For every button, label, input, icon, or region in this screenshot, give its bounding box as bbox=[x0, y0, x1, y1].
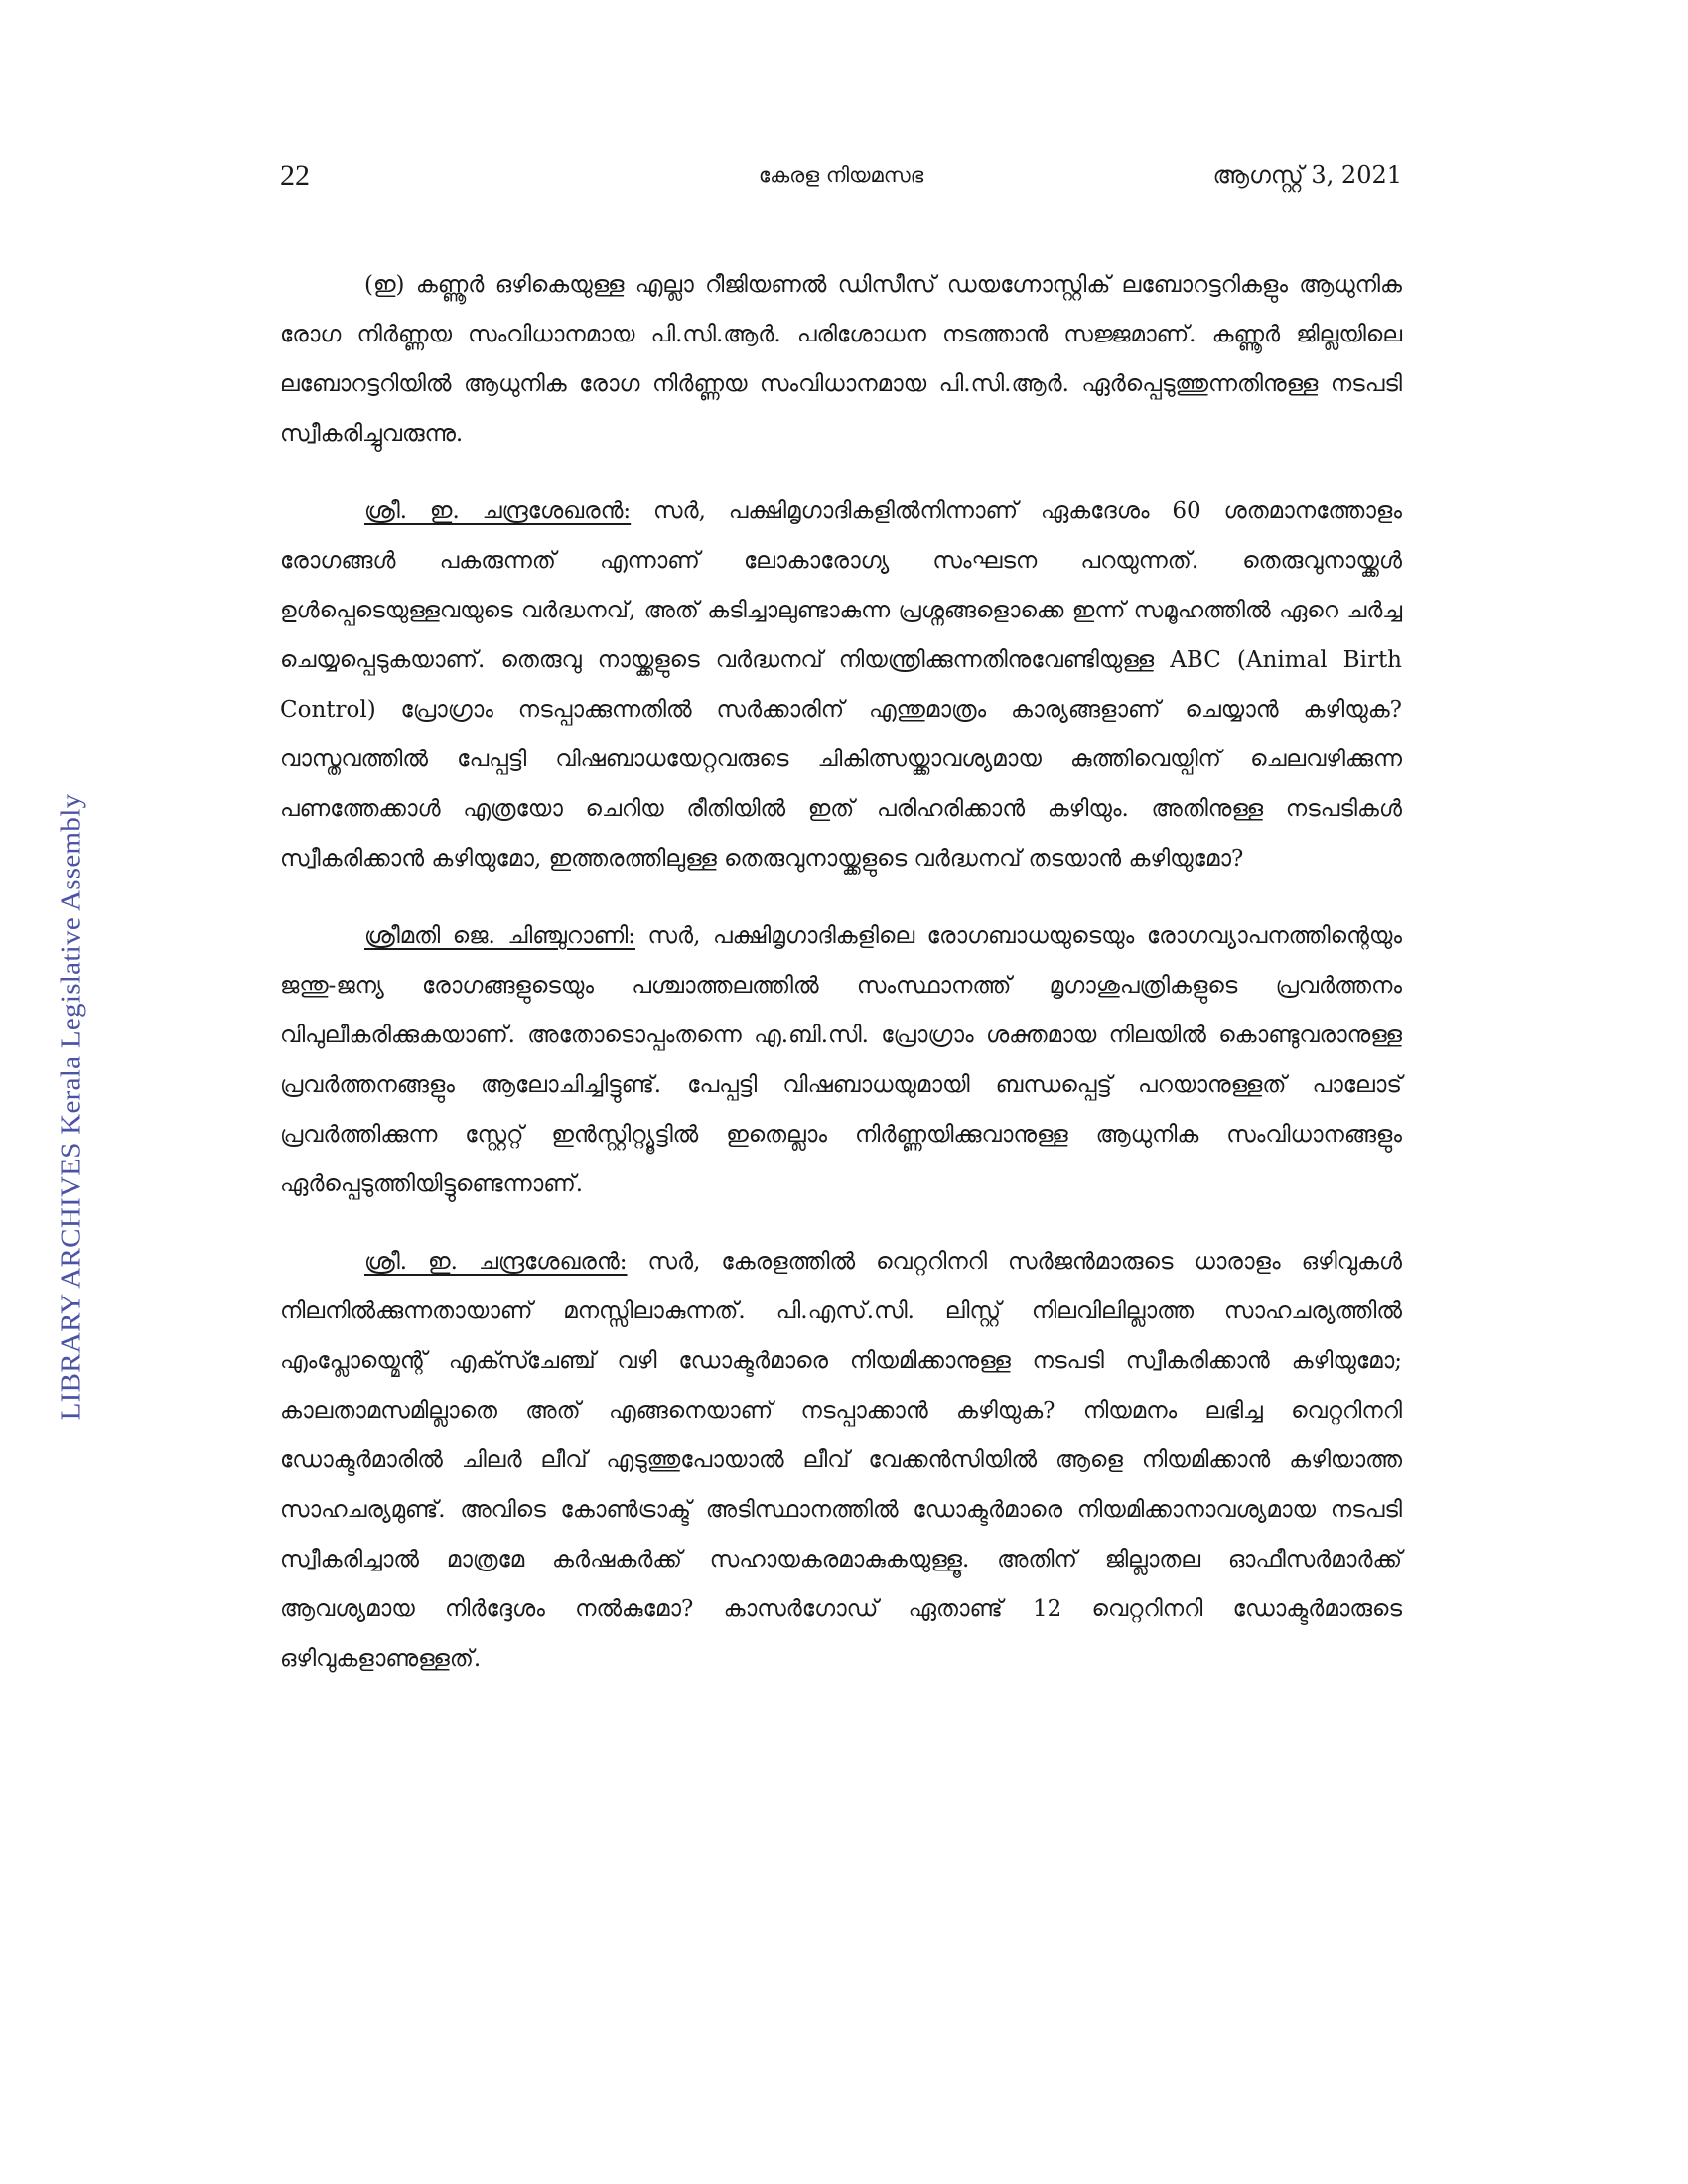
page-number: 22 bbox=[280, 159, 310, 192]
library-archives-watermark: LIBRARY ARCHIVES Kerala Legislative Assembly bbox=[55, 793, 87, 1421]
question-paragraph bbox=[280, 486, 1402, 884]
reply-paragraph bbox=[280, 260, 1402, 459]
assembly-name: കേരള നിയമസഭ bbox=[758, 163, 924, 187]
paragraph-text: സർ, പക്ഷിമൃഗാദികളിൽനിന്നാണ് ഏകദേശം 60 ശതമാനത്തോളം രോഗങ്ങൾ പകരുന്നത് എന്നാണ് ലോകാരോഗ്യ സംഘടന പറയുന്നത്. തെരുവുനായ്ക്കൾ ഉൾപ്പെടെയുള്ളവയുടെ വർദ്ധനവ്, അത് കടിച്ചാലുണ്ടാകുന്ന പ്രശ്നങ്ങളൊക്കെ ഇന്ന് സമൂഹത്തിൽ ഏറെ ചർച്ച ചെയ്യപ്പെടുകയാണ്. തെരുവു നായ്ക്കളുടെ വർദ്ധനവ് നിയന്ത്രിക്കുന്നതിനുവേണ്ടിയുള്ള ABC (Animal Birth Control) പ്രോഗ്രാം നടപ്പാക്കുന്നതിൽ സർക്കാരിന് എന്തുമാത്രം കാര്യങ്ങളാണ് ചെയ്യാൻ കഴിയുക? വാസ്തവത്തിൽ പേപ്പട്ടി വിഷബാധയേറ്റവരുടെ ചികിത്സയ്ക്കാവശ്യമായ കുത്തിവെയ്പിന് ചെലവഴിക്കുന്ന പണത്തേക്കാൾ എത്രയോ ചെറിയ രീതിയിൽ ഇത് പരിഹരിക്കാൻ കഴിയും. അതിനുള്ള നടപടികൾ സ്വീകരിക്കാൻ കഴിയുമോ, ഇത്തരത്തിലുള്ള തെരുവുനായ്ക്കളുടെ വർദ്ധനവ് തടയാൻ കഴിയുമോ? bbox=[280, 498, 1402, 872]
page-date: ആഗസ്റ്റ് 3, 2021 bbox=[1212, 161, 1402, 189]
speaker-name: ശ്രീ. ഇ. ചന്ദ്രശേഖരൻ: bbox=[364, 498, 632, 524]
paragraph-text: സർ, കേരളത്തിൽ വെറ്ററിനറി സർജൻമാരുടെ ധാരാളം ഒഴിവുകൾ നിലനിൽക്കുന്നതായാണ് മനസ്സിലാകുന്നത്. പി.എസ്.സി. ലിസ്റ്റ് നിലവിലില്ലാത്ത സാഹചര്യത്തിൽ എംപ്ലോയ്മെന്റ് എക്സ്ചേഞ്ച് വഴി ഡോക്ടർമാരെ നിയമിക്കാനുള്ള നടപടി സ്വീകരിക്കാൻ കഴിയുമോ; കാലതാമസമില്ലാതെ അത് എങ്ങനെയാണ് നടപ്പാക്കാൻ കഴിയുക? നിയമനം ലഭിച്ച വെറ്ററിനറി ഡോക്ടർമാരിൽ ചിലർ ലീവ് എടുത്തുപോയാൽ ലീവ് വേക്കൻസിയിൽ ആളെ നിയമിക്കാൻ കഴിയാത്ത സാഹചര്യമുണ്ട്. അവിടെ കോൺട്രാക്ട് അടിസ്ഥാനത്തിൽ ഡോക്ടർമാരെ നിയമിക്കാനാവശ്യമായ നടപടി സ്വീകരിച്ചാൽ മാത്രമേ കർഷകർക്ക് സഹായകരമാകുകയുള്ളൂ. അതിന് ജില്ലാതല ഓഫീസർമാർക്ക് ആവശ്യമായ നിർദ്ദേശം നൽകുമോ? കാസർഗോഡ് ഏതാണ്ട് 12 വെറ്ററിനറി ഡോക്ടർമാരുടെ ഒഴിവുകളാണുള്ളത്. bbox=[280, 1249, 1402, 1672]
paragraph-text: സർ, പക്ഷിമൃഗാദികളിലെ രോഗബാധയുടെയും രോഗവ്യാപനത്തിന്റെയും ജന്തു-ജന്യ രോഗങ്ങളുടെയും പശ്ചാത്തലത്തിൽ സംസ്ഥാനത്ത് മൃഗാശുപത്രികളുടെ പ്രവർത്തനം വിപുലീകരിക്കുകയാണ്. അതോടൊപ്പംതന്നെ എ.ബി.സി. പ്രോഗ്രാം ശക്തമായ നിലയിൽ കൊണ്ടുവരാനുള്ള പ്രവർത്തനങ്ങളും ആലോചിച്ചിട്ടുണ്ട്. പേപ്പട്ടി വിഷബാധയുമായി ബന്ധപ്പെട്ട് പറയാനുള്ളത് പാലോട് പ്രവർത്തിക്കുന്ന സ്റ്റേറ്റ് ഇൻസ്റ്റിറ്റ്യൂട്ടിൽ ഇതെല്ലാം നിർണ്ണയിക്കുവാനുള്ള ആധുനിക സംവിധാനങ്ങളും ഏർപ്പെടുത്തിയിട്ടുണ്ടെന്നാണ്. bbox=[280, 923, 1402, 1197]
proceedings-body bbox=[280, 260, 1402, 1711]
answer-paragraph bbox=[280, 911, 1402, 1209]
speaker-name: ശ്രീ. ഇ. ചന്ദ്രശേഖരൻ: bbox=[364, 1249, 628, 1275]
paragraph-text: (ഇ) കണ്ണൂർ ഒഴികെയുള്ള എല്ലാ റീജിയണൽ ഡിസീസ് ഡയഗ്നോസ്റ്റിക് ലബോറട്ടറികളും ആധുനിക രോഗ നിർണ്ണയ സംവിധാനമായ പി.സി.ആർ. പരിശോധന നടത്താൻ സജ്ജമാണ്. കണ്ണൂർ ജില്ലയിലെ ലബോറട്ടറിയിൽ ആധുനിക രോഗ നിർണ്ണയ സംവിധാനമായ പി.സി.ആർ. ഏർപ്പെടുത്തുന്നതിനുള്ള നടപടി സ്വീകരിച്ചുവരുന്നു. bbox=[280, 272, 1402, 447]
speaker-name: ശ്രീമതി ജെ. ചിഞ്ചുറാണി: bbox=[364, 923, 635, 949]
page-header bbox=[280, 159, 1402, 199]
question-paragraph bbox=[280, 1237, 1402, 1684]
